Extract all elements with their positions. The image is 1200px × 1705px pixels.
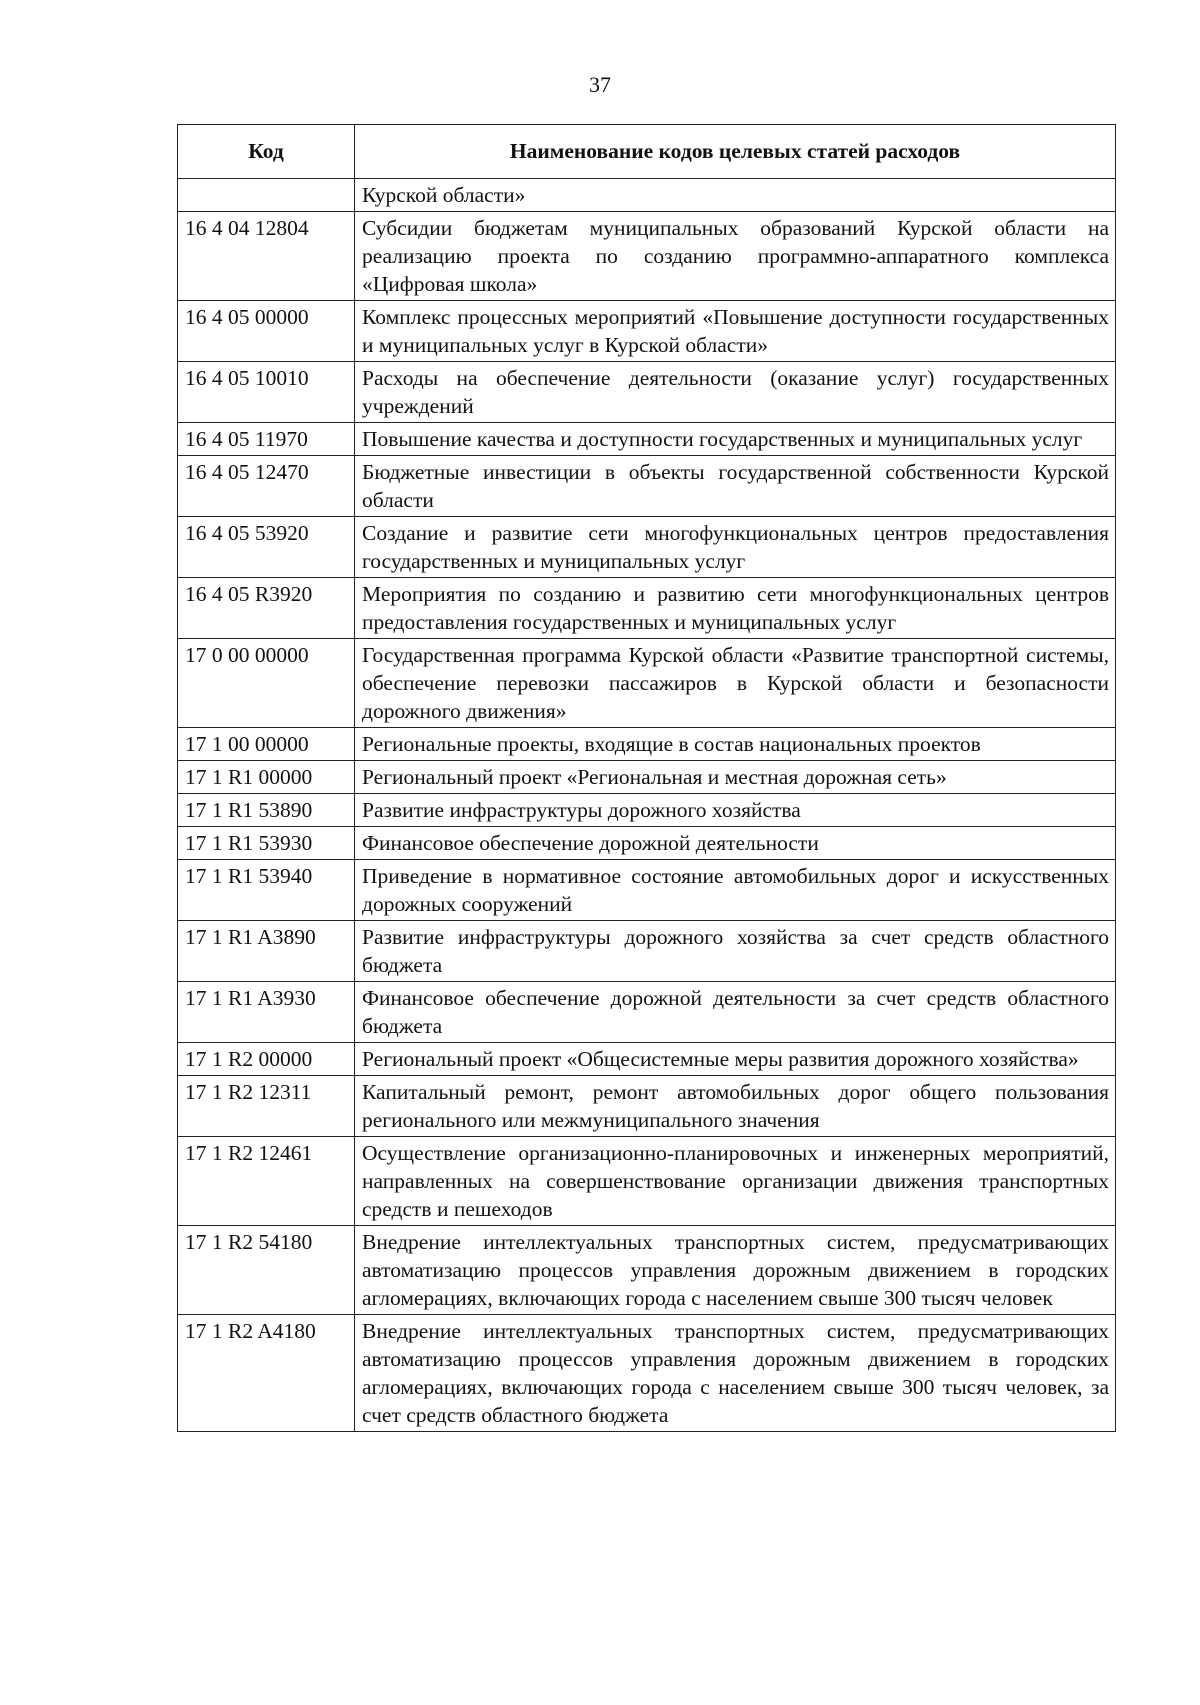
page-number: 37 [589, 72, 611, 97]
row-code: 17 1 R1 53940 [178, 860, 355, 921]
table-row [178, 639, 1116, 728]
table-row [178, 1076, 1116, 1137]
row-code: 17 1 R1 53890 [178, 794, 355, 827]
row-name: Капитальный ремонт, ремонт автомобильных дорог общего пользования регионального или межмуниципального значения [355, 1076, 1116, 1137]
row-name: Приведение в нормативное состояние автомобильных дорог и искусственных дорожных сооружений [355, 860, 1116, 921]
row-code: 17 1 R2 12311 [178, 1076, 355, 1137]
table-row [178, 1043, 1116, 1076]
header-code: Код [178, 125, 355, 179]
row-code: 16 4 05 R3920 [178, 578, 355, 639]
table-row [178, 761, 1116, 794]
table-row [178, 362, 1116, 423]
row-name: Государственная программа Курской области «Развитие транспортной системы, обеспечение перевозки пассажиров в Курской области и безопасности дорожного движения» [355, 639, 1116, 728]
table-body [178, 179, 1116, 1432]
budget-codes-table [177, 124, 1116, 1432]
row-code: 17 1 R2 00000 [178, 1043, 355, 1076]
row-code: 16 4 04 12804 [178, 212, 355, 301]
row-code: 16 4 05 12470 [178, 456, 355, 517]
table-row [178, 578, 1116, 639]
row-code: 16 4 05 53920 [178, 517, 355, 578]
row-code: 17 1 R1 53930 [178, 827, 355, 860]
row-name: Субсидии бюджетам муниципальных образований Курской области на реализацию проекта по созданию программно-аппаратного комплекса «Цифровая школа» [355, 212, 1116, 301]
row-name: Осуществление организационно-планировочных и инженерных мероприятий, направленных на совершенствование организации движения транспортных средств и пешеходов [355, 1137, 1116, 1226]
row-code: 17 1 R2 54180 [178, 1226, 355, 1315]
table-row [178, 301, 1116, 362]
table-row [178, 827, 1116, 860]
table-row [178, 728, 1116, 761]
table-row [178, 423, 1116, 456]
row-name: Создание и развитие сети многофункциональных центров предоставления государственных и муниципальных услуг [355, 517, 1116, 578]
row-name: Финансовое обеспечение дорожной деятельности [355, 827, 1116, 860]
row-name: Региональные проекты, входящие в состав национальных проектов [355, 728, 1116, 761]
row-name: Повышение качества и доступности государственных и муниципальных услуг [355, 423, 1116, 456]
table-row [178, 517, 1116, 578]
table-row [178, 860, 1116, 921]
table-row [178, 456, 1116, 517]
row-code: 17 1 R1 00000 [178, 761, 355, 794]
table-header [178, 125, 1116, 179]
row-code: 17 1 00 00000 [178, 728, 355, 761]
row-name: Внедрение интеллектуальных транспортных систем, предусматривающих автоматизацию процессов управления дорожным движением в городских агломерациях, включающих города с населением свыше 300 тысяч человек [355, 1226, 1116, 1315]
table-row [178, 982, 1116, 1043]
table-row [178, 1315, 1116, 1432]
row-name: Курской области» [355, 179, 1116, 212]
row-code [178, 179, 355, 212]
table-row [178, 179, 1116, 212]
table-row [178, 1137, 1116, 1226]
row-code: 16 4 05 11970 [178, 423, 355, 456]
row-code: 17 1 R1 A3930 [178, 982, 355, 1043]
row-code: 17 1 R2 12461 [178, 1137, 355, 1226]
row-name: Внедрение интеллектуальных транспортных систем, предусматривающих автоматизацию процессов управления дорожным движением в городских агломерациях, включающих города с населением свыше 300 тысяч человек, за счет средств областного бюджета [355, 1315, 1116, 1432]
row-name: Развитие инфраструктуры дорожного хозяйства за счет средств областного бюджета [355, 921, 1116, 982]
header-row [178, 125, 1116, 179]
table-row [178, 794, 1116, 827]
row-name: Финансовое обеспечение дорожной деятельности за счет средств областного бюджета [355, 982, 1116, 1043]
table-row [178, 212, 1116, 301]
row-code: 17 0 00 00000 [178, 639, 355, 728]
row-code: 17 1 R1 A3890 [178, 921, 355, 982]
row-name: Комплекс процессных мероприятий «Повышение доступности государственных и муниципальных услуг в Курской области» [355, 301, 1116, 362]
header-name: Наименование кодов целевых статей расходов [355, 125, 1116, 179]
row-name: Региональный проект «Общесистемные меры развития дорожного хозяйства» [355, 1043, 1116, 1076]
row-name: Мероприятия по созданию и развитию сети многофункциональных центров предоставления государственных и муниципальных услуг [355, 578, 1116, 639]
table-row [178, 1226, 1116, 1315]
row-code: 17 1 R2 A4180 [178, 1315, 355, 1432]
row-code: 16 4 05 00000 [178, 301, 355, 362]
row-name: Региональный проект «Региональная и местная дорожная сеть» [355, 761, 1116, 794]
row-name: Развитие инфраструктуры дорожного хозяйства [355, 794, 1116, 827]
row-name: Бюджетные инвестиции в объекты государственной собственности Курской области [355, 456, 1116, 517]
row-code: 16 4 05 10010 [178, 362, 355, 423]
row-name: Расходы на обеспечение деятельности (оказание услуг) государственных учреждений [355, 362, 1116, 423]
table-row [178, 921, 1116, 982]
